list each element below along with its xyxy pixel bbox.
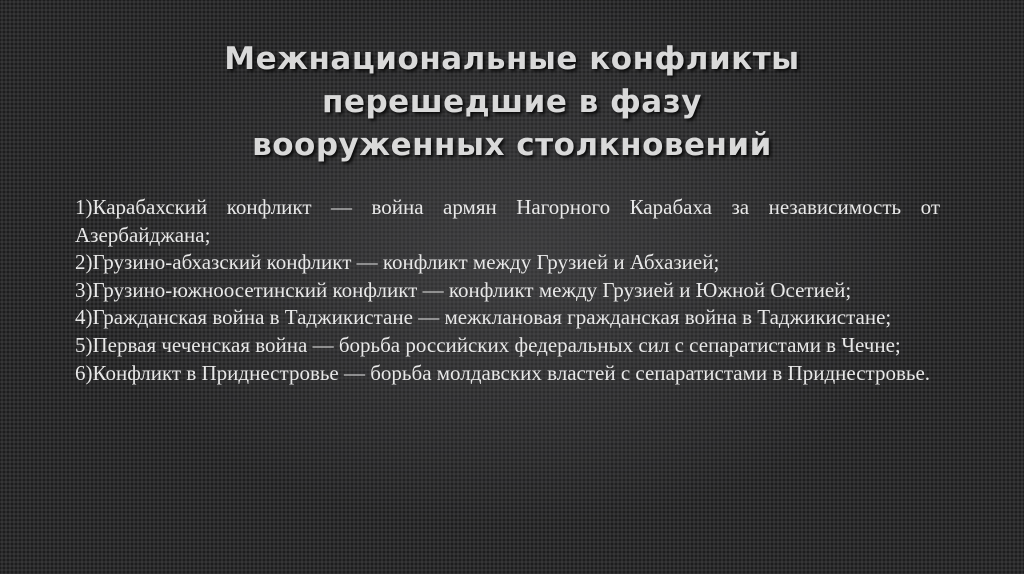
list-item: 4)Гражданская война в Таджикистане — межклановая гражданская война в Таджикистане; [75, 305, 892, 330]
list-item: 1)Карабахский конфликт — война армян Нагорного Карабаха за независимость от Азербайджана; [75, 195, 940, 247]
list-item: 5)Первая чеченская война — борьба российских федеральных сил с сепаратистами в Чечне; [75, 332, 901, 357]
list-item: 2)Грузино-абхазский конфликт — конфликт между Грузией и Абхазией; [75, 250, 720, 275]
list-item: 6)Конфликт в Приднестровье — борьба молдавских властей с сепаратистами в Приднестровье. [75, 360, 931, 385]
conflict-list [75, 194, 940, 387]
title-line: Межнациональные конфликты [224, 41, 800, 77]
slide-title [0, 38, 1024, 167]
title-line: вооруженных столкновений [252, 127, 772, 163]
title-line: перешедшие в фазу [322, 84, 702, 120]
list-item: 3)Грузино-южноосетинский конфликт — конфликт между Грузией и Южной Осетией; [75, 277, 852, 302]
